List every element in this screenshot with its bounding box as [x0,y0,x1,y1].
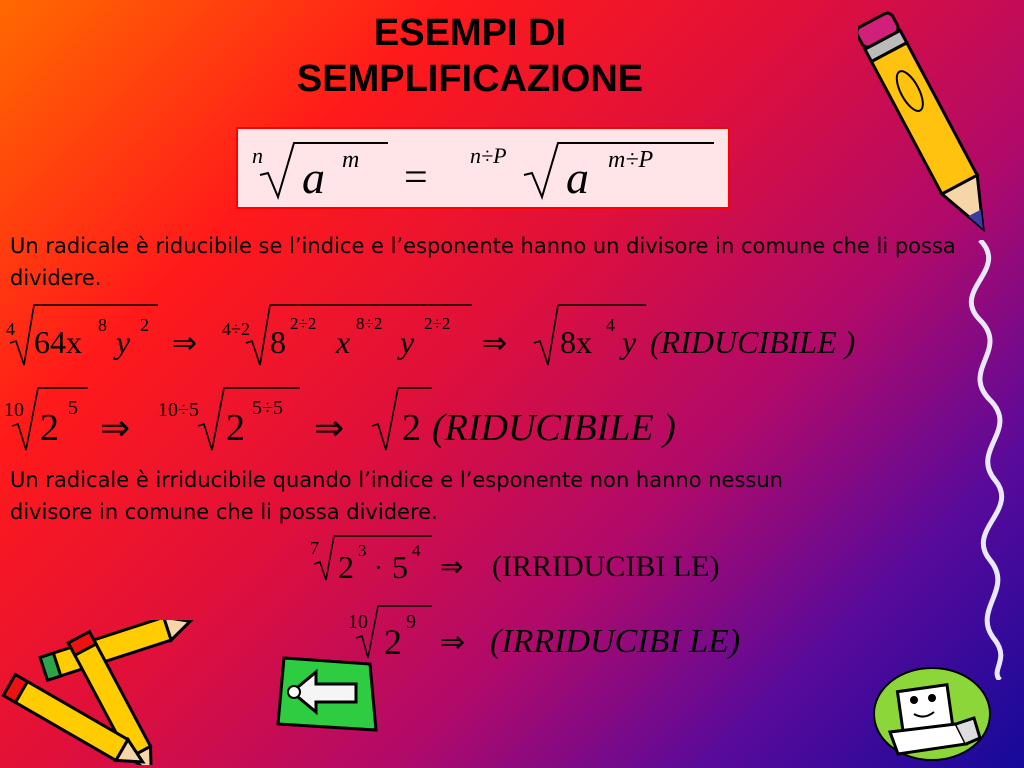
rule-formula-box [236,127,730,209]
ex3-label: (IRRIDUCIBI LE) [492,550,720,583]
ex2-result: 2 [402,407,421,449]
ex4-base: 2 [384,622,402,662]
example-1-formula [0,295,940,375]
ex3-exp-1: 3 [358,541,367,560]
pencil-icon [858,4,1008,249]
ex2-exp: 5 [68,397,78,419]
slide-title [230,10,710,102]
ex3-dot: · [374,553,383,582]
example-3-formula [300,530,820,590]
squiggle-decoration [950,240,1024,680]
text-irreducible: Un radicale è irriducibile quando l’indice e l’esponente non hanno nessun divisore in comune che li possa dividere. [10,468,783,524]
ex1-index-2: 4÷2 [222,319,250,339]
ex1-result: 8x [560,324,592,360]
rule-lhs-exp: m [342,147,360,173]
ex1-arrow-2: ⇒ [482,327,508,360]
back-arrow-icon[interactable] [270,654,380,734]
ex2-base-2: 2 [226,407,245,449]
ex1-y-2: y [400,324,415,360]
ex4-label: (IRRIDUCIBI LE) [490,623,741,660]
ex1-x-2-exp: 8÷2 [356,314,383,333]
ex2-base: 2 [40,407,59,449]
title-line-1: ESEMPI DI [373,12,567,54]
ex2-exp-2: 5÷5 [252,397,283,419]
ex1-y-2-exp: 2÷2 [424,314,451,333]
ex1-y-exp: 2 [140,315,149,335]
example-2-formula [0,380,760,460]
ex1-result-x-exp: 4 [606,315,615,335]
ex1-result-y: y [622,324,637,360]
crayons-icon [0,620,210,765]
ex3-base-2: 5 [392,549,408,585]
ex2-arrow-2: ⇒ [314,408,345,448]
ex1-base-2-exp: 2÷2 [290,314,317,333]
rule-formula [238,129,728,207]
ex1-arrow-1: ⇒ [172,327,198,360]
example-4-formula [340,600,840,670]
ex1-index: 4 [6,319,15,339]
title-line-2: SEMPLIFICAZIONE [296,58,644,100]
ex1-y: y [116,324,131,360]
ex1-radicand: 64x [34,324,82,360]
rule-rhs-index: n÷P [470,143,507,168]
ex3-exp-2: 4 [412,541,421,560]
ex2-index: 10 [4,399,24,421]
text-reducible: Un radicale è riducibile se l’indice e l’esponente hanno un divisore in comune che li possa dividere. [10,234,956,290]
rule-rhs-base: a [566,152,589,203]
ex2-index-2: 10÷5 [158,399,199,421]
ex4-exp: 9 [406,611,416,633]
ex2-radical-2 [198,388,300,450]
ex1-x-exp: 8 [98,315,107,335]
ex2-label: (RIDUCIBILE ) [432,407,676,449]
ex1-label: (RIDUCIBILE ) [650,324,856,360]
rule-lhs-base: a [302,152,325,203]
ex4-arrow: ⇒ [440,626,466,659]
ex1-radical [10,305,158,365]
ex1-x-2: x [336,324,351,360]
rule-lhs-index: n [252,143,263,168]
rule-equals: = [404,155,428,201]
ex3-index: 7 [310,538,319,558]
ex2-arrow-1: ⇒ [100,408,131,448]
book-character-icon [870,658,995,763]
ex3-arrow: ⇒ [440,552,464,583]
ex4-index: 10 [348,611,368,633]
ex1-base-2: 8 [270,324,286,360]
ex3-base-1: 2 [338,549,354,585]
rule-rhs-exp: m÷P [608,147,654,173]
